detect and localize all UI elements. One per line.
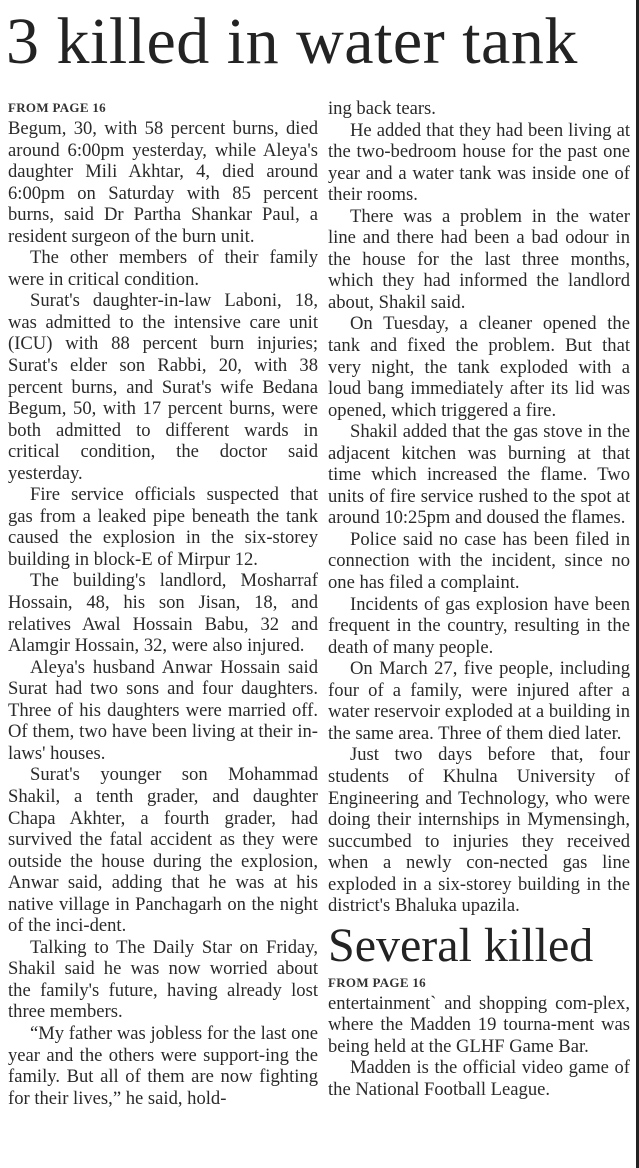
paragraph: entertainment` and shopping com-plex, where the Madden 19 tourna-ment was being held at the GLHF Game Bar. [328,992,630,1057]
headline: 3 killed in water tank [6,5,578,78]
kicker: FROM PAGE 16 [8,100,106,115]
paragraph: On March 27, five people, including four of a family, were injured after a water reservoir exploded at a building in the same area. Three of them died later. [328,658,630,744]
paragraph: On Tuesday, a cleaner opened the tank and fixed the problem. But that very night, the tank exploded with a loud bang immediately after its lid was opened, which triggered a fire. [328,313,630,421]
paragraph: Aleya's husband Anwar Hossain said Surat had two sons and four daughters. Three of his daughters were married off. Of them, two have been living at their in-laws' houses. [8,656,318,764]
paragraph: Surat's daughter-in-law Laboni, 18, was admitted to the intensive care unit (ICU) with 88 percent burn injuries; Surat's elder son Rabbi, 20, with 38 percent burns, and Surat's wife Bedana Begum, 50, with 17 percent burns, were both admitted to different wards in critical condition, the doctor said yesterday. [8,290,318,484]
paragraph: Shakil added that the gas stove in the adjacent kitchen was burning at that time which increased the flame. Two units of fire service rushed to the spot at around 10:25pm and doused the flames. [328,421,630,529]
right-column [328,98,630,1101]
paragraph: Incidents of gas explosion have been frequent in the country, resulting in the death of many people. [328,593,630,658]
paragraph: Surat's younger son Mohammad Shakil, a tenth grader, and daughter Chapa Akhter, a fourth grader, had survived the fatal accident as they were outside the house during the explosion, Anwar said, adding that he was at his native village in Panchagarh on the night of the inci-dent. [8,764,318,937]
second-headline: Several killed [328,918,594,972]
paragraph: Madden is the official video game of the National Football League. [328,1057,630,1100]
paragraph: ing back tears. [328,98,436,119]
paragraph: Begum, 30, with 58 percent burns, died around 6:00pm yesterday, while Aleya's daughter Mili Akhtar, 4, died around 6:00pm on Saturday with 85 percent burns, said Dr Partha Shankar Paul, a resident surgeon of the burn unit. [8,118,318,247]
second-kicker: FROM PAGE 16 [328,974,426,990]
paragraph: Police said no case has been filed in connection with the incident, since no one has filed a complaint. [328,528,630,594]
paragraph: The other members of their family were in critical condition. [8,247,318,290]
paragraph: There was a problem in the water line and there had been a bad odour in the house for the last three months, which they had informed the landlord about, Shakil said. [328,205,630,313]
left-column [8,98,318,1109]
paragraph: “My father was jobless for the last one year and the others were support-ing the family. But all of them are now fighting for their lives,” he said, hold- [8,1022,318,1109]
paragraph: The building's landlord, Mosharraf Hossain, 48, his son Jisan, 18, and relatives Awal Hossain Babu, 32 and Alamgir Hossain, 32, were also injured. [8,570,318,657]
paragraph: Just two days before that, four students of Khulna University of Engineering and Technology, who were doing their internships in Mymensingh, succumbed to injuries they received when a newly con-nected gas line exploded in a six-storey building in the district's Bhaluka upazila. [328,744,630,917]
paragraph: He added that they had been living at the two-bedroom house for the past one year and a water tank was inside one of their rooms. [328,119,630,206]
paragraph: Fire service officials suspected that gas from a leaked pipe beneath the tank caused the explosion in the six-storey building in block-E of Mirpur 12. [8,484,318,570]
paragraph: Talking to The Daily Star on Friday, Shakil said he was now worried about the family's future, having already lost three members. [8,936,318,1023]
